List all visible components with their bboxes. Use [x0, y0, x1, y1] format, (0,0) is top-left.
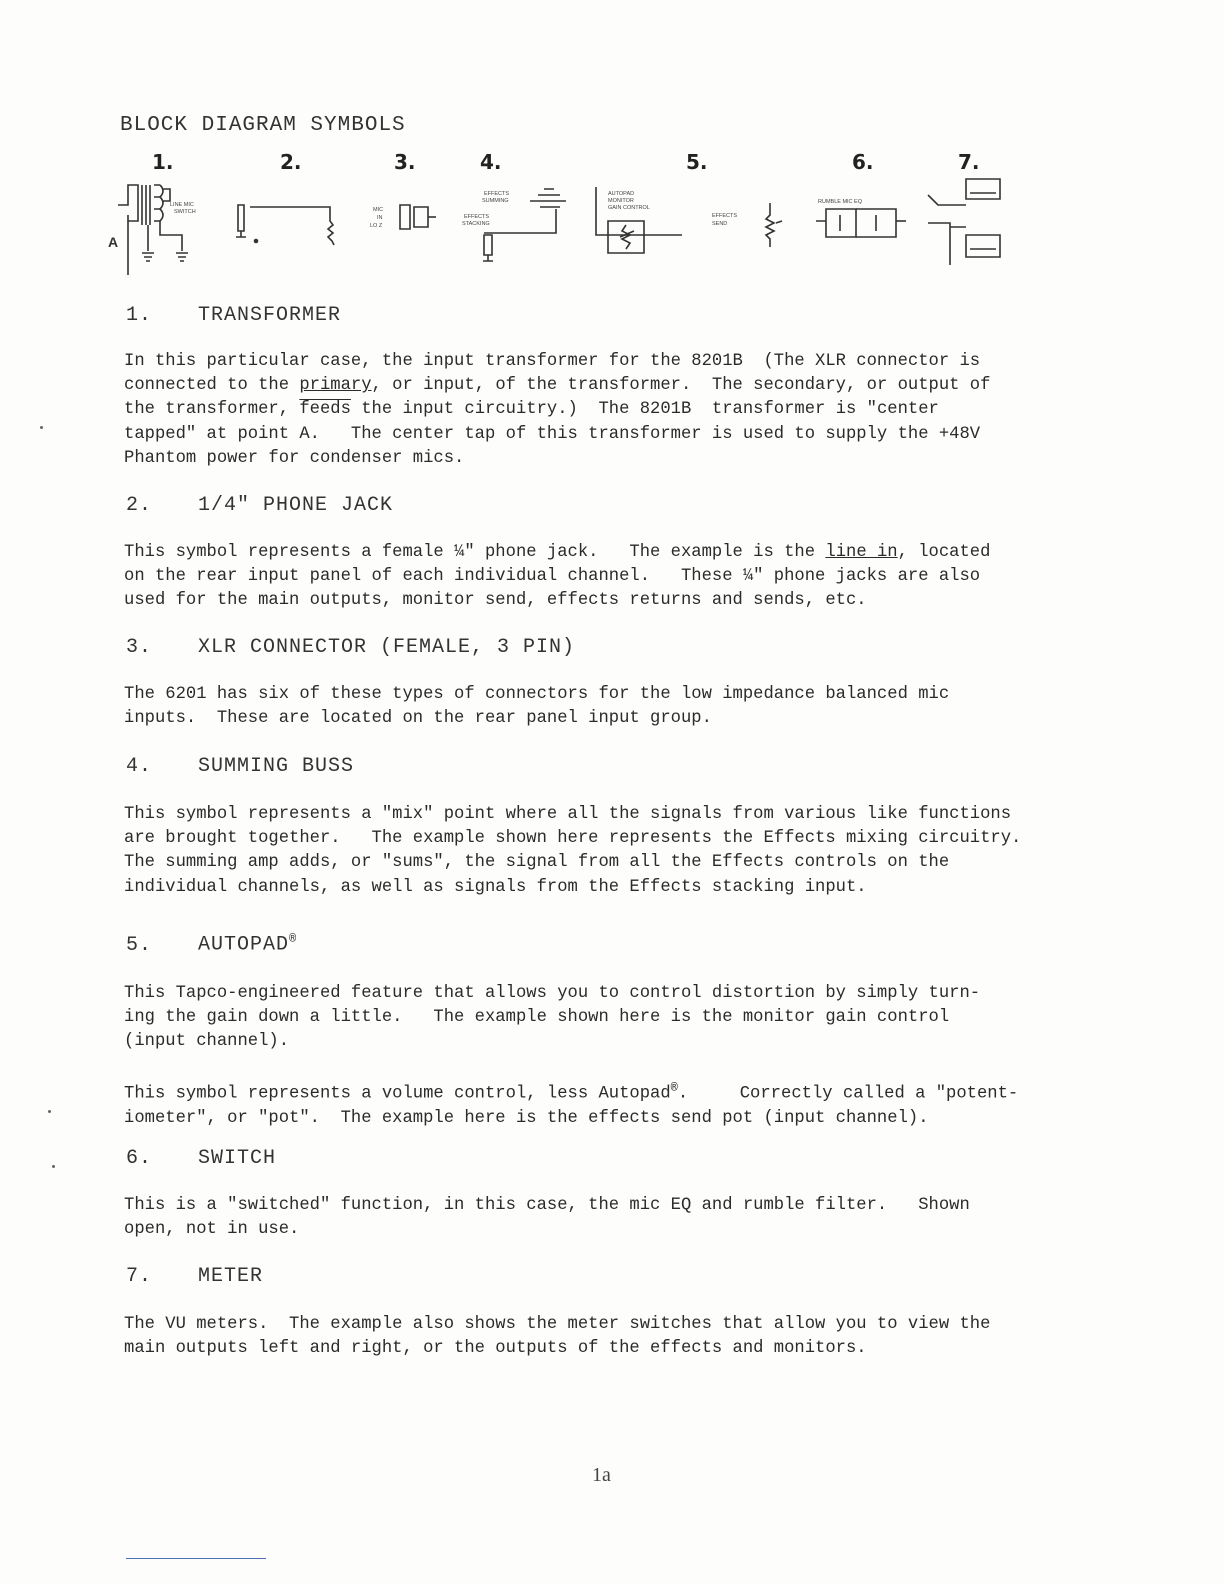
section-title-4: SUMMING BUSS — [198, 755, 355, 778]
page-number: 1a — [592, 1464, 611, 1486]
section-title-6: SWITCH — [198, 1147, 277, 1170]
mic-lo-z-label-2: IN — [377, 215, 383, 221]
section-title-2: 1/4" PHONE JACK — [198, 494, 394, 517]
section-heading-1 — [126, 304, 341, 327]
paragraph-meter — [124, 1313, 990, 1361]
text-segment: connected to the — [124, 376, 300, 396]
section-heading-4 — [126, 755, 354, 778]
paragraph-xlr — [124, 683, 949, 731]
underlined-term: line in — [825, 543, 898, 562]
symbol-number-3: 3. — [394, 150, 416, 174]
section-title-1: TRANSFORMER — [198, 304, 342, 327]
text-line: This is a "switched" function, in this case, the mic EQ and rumble filter. Shown — [124, 1196, 970, 1215]
text-line: The VU meters. The example also shows the meter switches that allow you to view the — [124, 1315, 991, 1334]
underlined-term: primary — [299, 376, 372, 396]
scan-speck — [48, 1110, 51, 1113]
paragraph-switch — [124, 1194, 970, 1242]
section-heading-7 — [126, 1265, 263, 1288]
switch-symbol — [816, 199, 906, 237]
transformer-symbol — [108, 185, 196, 275]
mic-lo-z-label-1: MIC — [373, 207, 384, 213]
section-number-3: 3. — [126, 636, 153, 659]
symbol-number-6: 6. — [852, 150, 874, 174]
autopad-label-2: MONITOR — [608, 198, 634, 204]
text-line: Phantom power for condenser mics. — [124, 448, 465, 468]
block-diagram-symbols — [0, 175, 1224, 285]
text-line: ing the gain down a little. The example shown here is the monitor gain control — [124, 1008, 950, 1028]
rumble-mic-eq-label: RUMBLE MIC EQ — [818, 199, 863, 205]
xlr-connector-symbol — [370, 205, 436, 229]
text-segment: , located — [897, 543, 991, 562]
paragraph-autopad — [124, 982, 980, 1055]
section-heading-6 — [126, 1147, 276, 1170]
text-line — [124, 541, 990, 565]
registered-mark: ® — [670, 1081, 678, 1095]
section-number-2: 2. — [126, 494, 153, 517]
section-number-1: 1. — [126, 304, 153, 327]
text-line: This Tapco-engineered feature that allows you to control distortion by simply turn- — [124, 984, 981, 1003]
effects-stacking-label-2: STACKING — [462, 221, 490, 227]
text-line: individual channels, as well as signals from the Effects stacking input. — [124, 877, 867, 897]
scan-speck — [52, 1165, 55, 1168]
text-line: open, not in use. — [124, 1220, 300, 1240]
section-number-5: 5. — [126, 933, 153, 957]
section-title-5: AUTOPAD — [198, 933, 290, 957]
text-line: In this particular case, the input transformer for the 8201B (The XLR connector is — [124, 352, 981, 371]
text-line — [124, 374, 990, 398]
section-heading-5 — [126, 932, 297, 957]
effects-send-label-2: SEND — [712, 221, 728, 227]
registered-mark: ® — [289, 932, 298, 946]
text-line: on the rear input panel of each individual channel. These ¼" phone jacks are also — [124, 567, 981, 587]
summing-buss-symbol — [462, 189, 566, 261]
effects-summing-label-1: EFFECTS — [484, 191, 510, 197]
text-line: The 6201 has six of these types of connectors for the low impedance balanced mic — [124, 685, 950, 704]
text-line: The summing amp adds, or "sums", the signal from all the Effects controls on the — [124, 853, 950, 873]
scan-speck — [40, 426, 43, 429]
text-line — [124, 398, 990, 422]
section-title-7: METER — [198, 1265, 264, 1288]
text-line: used for the main outputs, monitor send, effects returns and sends, etc. — [124, 591, 867, 611]
effects-stacking-label-1: EFFECTS — [464, 214, 490, 220]
page-title: BLOCK DIAGRAM SYMBOLS — [120, 114, 406, 137]
text-line — [124, 1076, 1018, 1107]
paragraph-summing-buss — [124, 803, 1021, 900]
paragraph-transformer — [124, 350, 990, 471]
symbol-number-4: 4. — [480, 150, 502, 174]
text-line: iometer", or "pot". The example here is the effects send pot (input channel). — [124, 1108, 929, 1128]
paragraph-phone-jack — [124, 541, 990, 614]
text-line: (input channel). — [124, 1032, 290, 1052]
symbol-number-1: 1. — [152, 150, 174, 174]
text-line: tapped" at point A. The center tap of this transformer is used to supply the +48V — [124, 424, 981, 444]
section-number-6: 6. — [126, 1147, 153, 1170]
text-line: This symbol represents a "mix" point where all the signals from various like functions — [124, 805, 1012, 824]
effects-summing-label-2: SUMMING — [482, 198, 509, 204]
autopad-label-1: AUTOPAD — [608, 191, 635, 197]
symbol-number-2: 2. — [280, 150, 302, 174]
autopad-label-3: GAIN CONTROL — [608, 205, 650, 211]
section-number-7: 7. — [126, 1265, 153, 1288]
symbol-number-5: 5. — [686, 150, 708, 174]
point-a-label: A — [108, 234, 119, 250]
text-line: are brought together. The example shown here represents the Effects mixing circuitry. — [124, 829, 1022, 849]
autopad-symbol — [596, 187, 782, 253]
overlined-term: feeds — [299, 400, 351, 420]
section-heading-2 — [126, 494, 393, 517]
section-heading-3 — [126, 636, 575, 659]
paragraph-pot — [124, 1076, 1018, 1131]
text-line: main outputs left and right, or the outputs of the effects and monitors. — [124, 1339, 867, 1359]
meter-symbol — [928, 179, 1000, 265]
text-segment: the input circuitry.) The 8201B transformer is "center — [350, 400, 939, 420]
effects-send-label-1: EFFECTS — [712, 213, 738, 219]
line-mic-switch-label-2: SWITCH — [174, 209, 196, 215]
text-line: inputs. These are located on the rear panel input group. — [124, 709, 712, 729]
text-segment: , or input, of the transformer. The secondary, or output of — [371, 376, 991, 396]
section-title-3: XLR CONNECTOR (FEMALE, 3 PIN) — [198, 636, 576, 659]
phone-jack-symbol — [236, 205, 334, 245]
text-segment: the transformer, — [124, 400, 300, 420]
text-segment: . Correctly called a "potent- — [677, 1084, 1019, 1104]
section-number-4: 4. — [126, 755, 153, 778]
line-mic-switch-label: LINE MIC — [170, 202, 194, 208]
mic-lo-z-label-3: LO Z — [370, 223, 383, 229]
symbol-number-7: 7. — [958, 150, 980, 174]
footer-rule — [126, 1558, 266, 1559]
text-segment: This symbol represents a female ¼" phone jack. The example is the — [124, 543, 826, 562]
text-segment: This symbol represents a volume control, less Autopad — [124, 1084, 671, 1104]
